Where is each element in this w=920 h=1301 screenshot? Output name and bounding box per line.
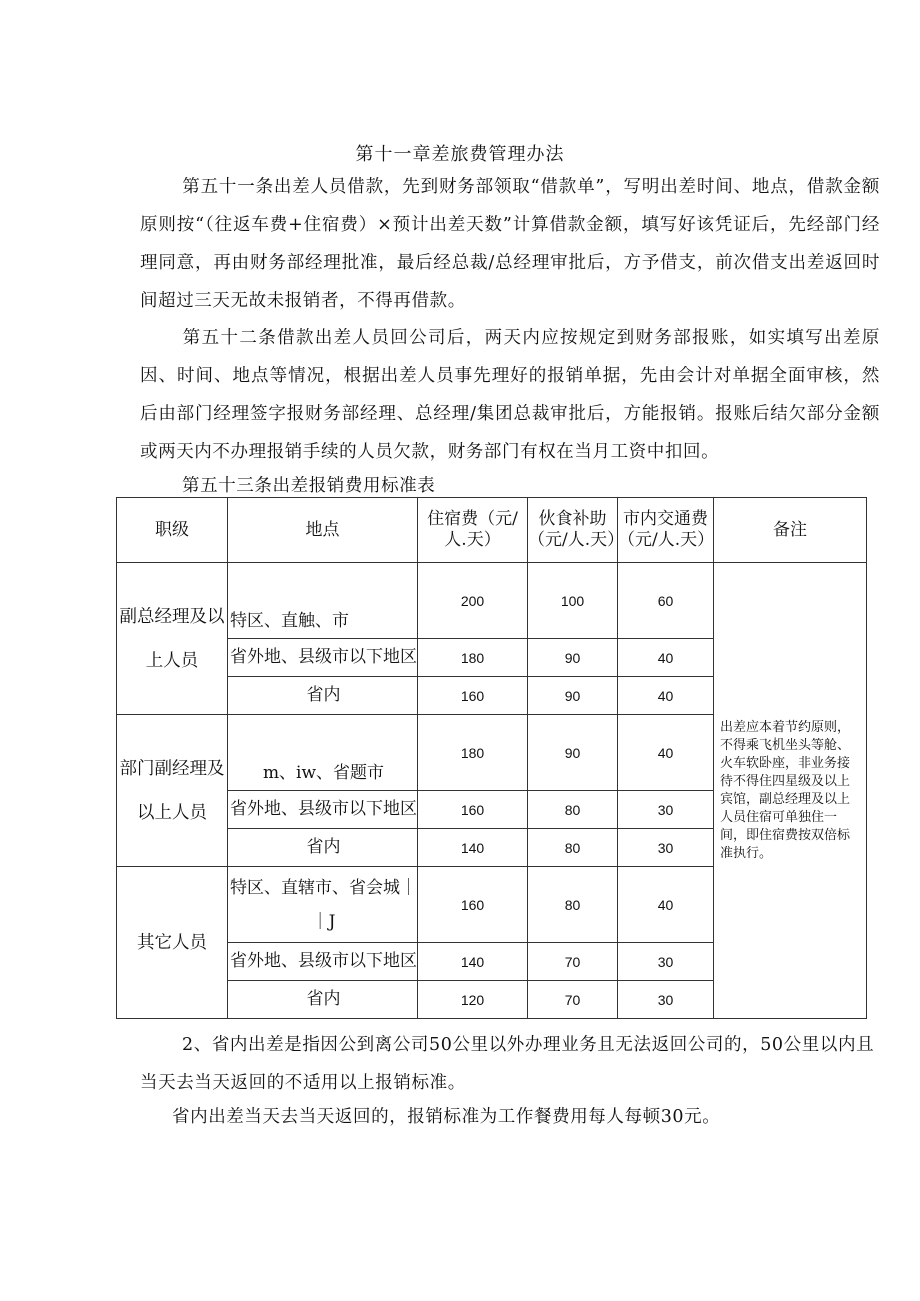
lodging-cell: 140 xyxy=(418,943,528,981)
chapter-title: 第十一章差旅费管理办法 xyxy=(355,144,565,165)
transport-cell: 40 xyxy=(618,677,714,715)
lodging-cell: 140 xyxy=(418,829,528,867)
transport-cell: 30 xyxy=(618,981,714,1019)
location-cell: 省内 xyxy=(228,677,418,715)
expense-standard-table xyxy=(116,497,867,1019)
transport-cell: 40 xyxy=(618,715,714,791)
location-cell: 省内 xyxy=(228,829,418,867)
transport-cell: 40 xyxy=(618,867,714,943)
lodging-cell: 160 xyxy=(418,677,528,715)
meal-cell: 70 xyxy=(528,943,618,981)
location-cell: 特区、直触、市 xyxy=(228,563,418,639)
article-52-text: 第五十二条借款出差人员回公司后，两天内应按规定到财务部报账，如实填写出差原因、时间、地点等情况，根据出差人员事先理好的报销单据，先由会计对单据全面审核，然后由部门经理签字报财务部经理、总经理/集团总裁审批后，方能报销。报账后结欠部分金额或两天内不办理报销手续的人员欠款，财务部门有权在当月工资中扣回。 xyxy=(140,328,880,462)
grade-cell: 副总经理及以上人员 xyxy=(117,563,228,715)
header-remark: 备注 xyxy=(714,498,867,563)
meal-cell: 90 xyxy=(528,715,618,791)
lodging-cell: 180 xyxy=(418,639,528,677)
meal-cell: 100 xyxy=(528,563,618,639)
transport-cell: 60 xyxy=(618,563,714,639)
table-title: 第五十三条出差报销费用标准表 xyxy=(182,476,436,496)
location-cell: m、iw、省题市 xyxy=(228,715,418,791)
meal-cell: 70 xyxy=(528,981,618,1019)
transport-cell: 40 xyxy=(618,639,714,677)
table-row xyxy=(117,563,867,639)
grade-cell: 部门副经理及以上人员 xyxy=(117,715,228,867)
meal-cell: 90 xyxy=(528,677,618,715)
header-transport: 市内交通费（元/人.天） xyxy=(618,498,714,563)
note-meal-paragraph: 省内出差当天去当天返回的，报销标准为工作餐费用每人每顿30元。 xyxy=(172,1107,721,1127)
meal-cell: 80 xyxy=(528,867,618,943)
location-cell: 省内 xyxy=(228,981,418,1019)
header-meal: 伙食补助（元/人.天） xyxy=(528,498,618,563)
meal-cell: 80 xyxy=(528,829,618,867)
article-51-text: 第五十一条出差人员借款，先到财务部领取“借款单”，写明出差时间、地点，借款金额原则按“（往返车费+住宿费）×预计出差天数”计算借款金额，填写好该凭证后，先经部门经理同意，再由财务部经理批准，最后经总裁/总经理审批后，方予借支，前次借支出差返回时间超过三天无故未报销者，不得再借款。 xyxy=(140,177,880,311)
header-location: 地点 xyxy=(228,498,418,563)
transport-cell: 30 xyxy=(618,829,714,867)
location-cell: 特区、直辖市、省会城｜｜J xyxy=(228,867,418,943)
grade-cell: 其它人员 xyxy=(117,867,228,1019)
meal-cell: 90 xyxy=(528,639,618,677)
header-grade: 职级 xyxy=(117,498,228,563)
meal-cell: 80 xyxy=(528,791,618,829)
transport-cell: 30 xyxy=(618,943,714,981)
lodging-cell: 180 xyxy=(418,715,528,791)
lodging-cell: 120 xyxy=(418,981,528,1019)
header-lodging: 住宿费（元/人.天） xyxy=(418,498,528,563)
transport-cell: 30 xyxy=(618,791,714,829)
article-52-paragraph xyxy=(140,319,880,471)
note-2-text: 2、省内出差是指因公到离公司50公里以外办理业务且无法返回公司的，50公里以内且当天去当天返回的不适用以上报销标准。 xyxy=(140,1035,875,1093)
note-2-paragraph xyxy=(140,1026,880,1102)
location-cell: 省外地、县级市以下地区 xyxy=(228,639,418,677)
remark-cell: 出差应本着节约原则，不得乘飞机坐头等舱、火车软卧座，非业务接待不得住四星级及以上宾馆，副总经理及以上人员住宿可单独住一间，即住宿费按双倍标准执行。 xyxy=(714,563,867,1019)
lodging-cell: 200 xyxy=(418,563,528,639)
lodging-cell: 160 xyxy=(418,867,528,943)
lodging-cell: 160 xyxy=(418,791,528,829)
article-51-paragraph xyxy=(140,168,880,320)
table-header-row xyxy=(117,498,867,563)
location-cell: 省外地、县级市以下地区 xyxy=(228,943,418,981)
location-cell: 省外地、县级市以下地区 xyxy=(228,791,418,829)
